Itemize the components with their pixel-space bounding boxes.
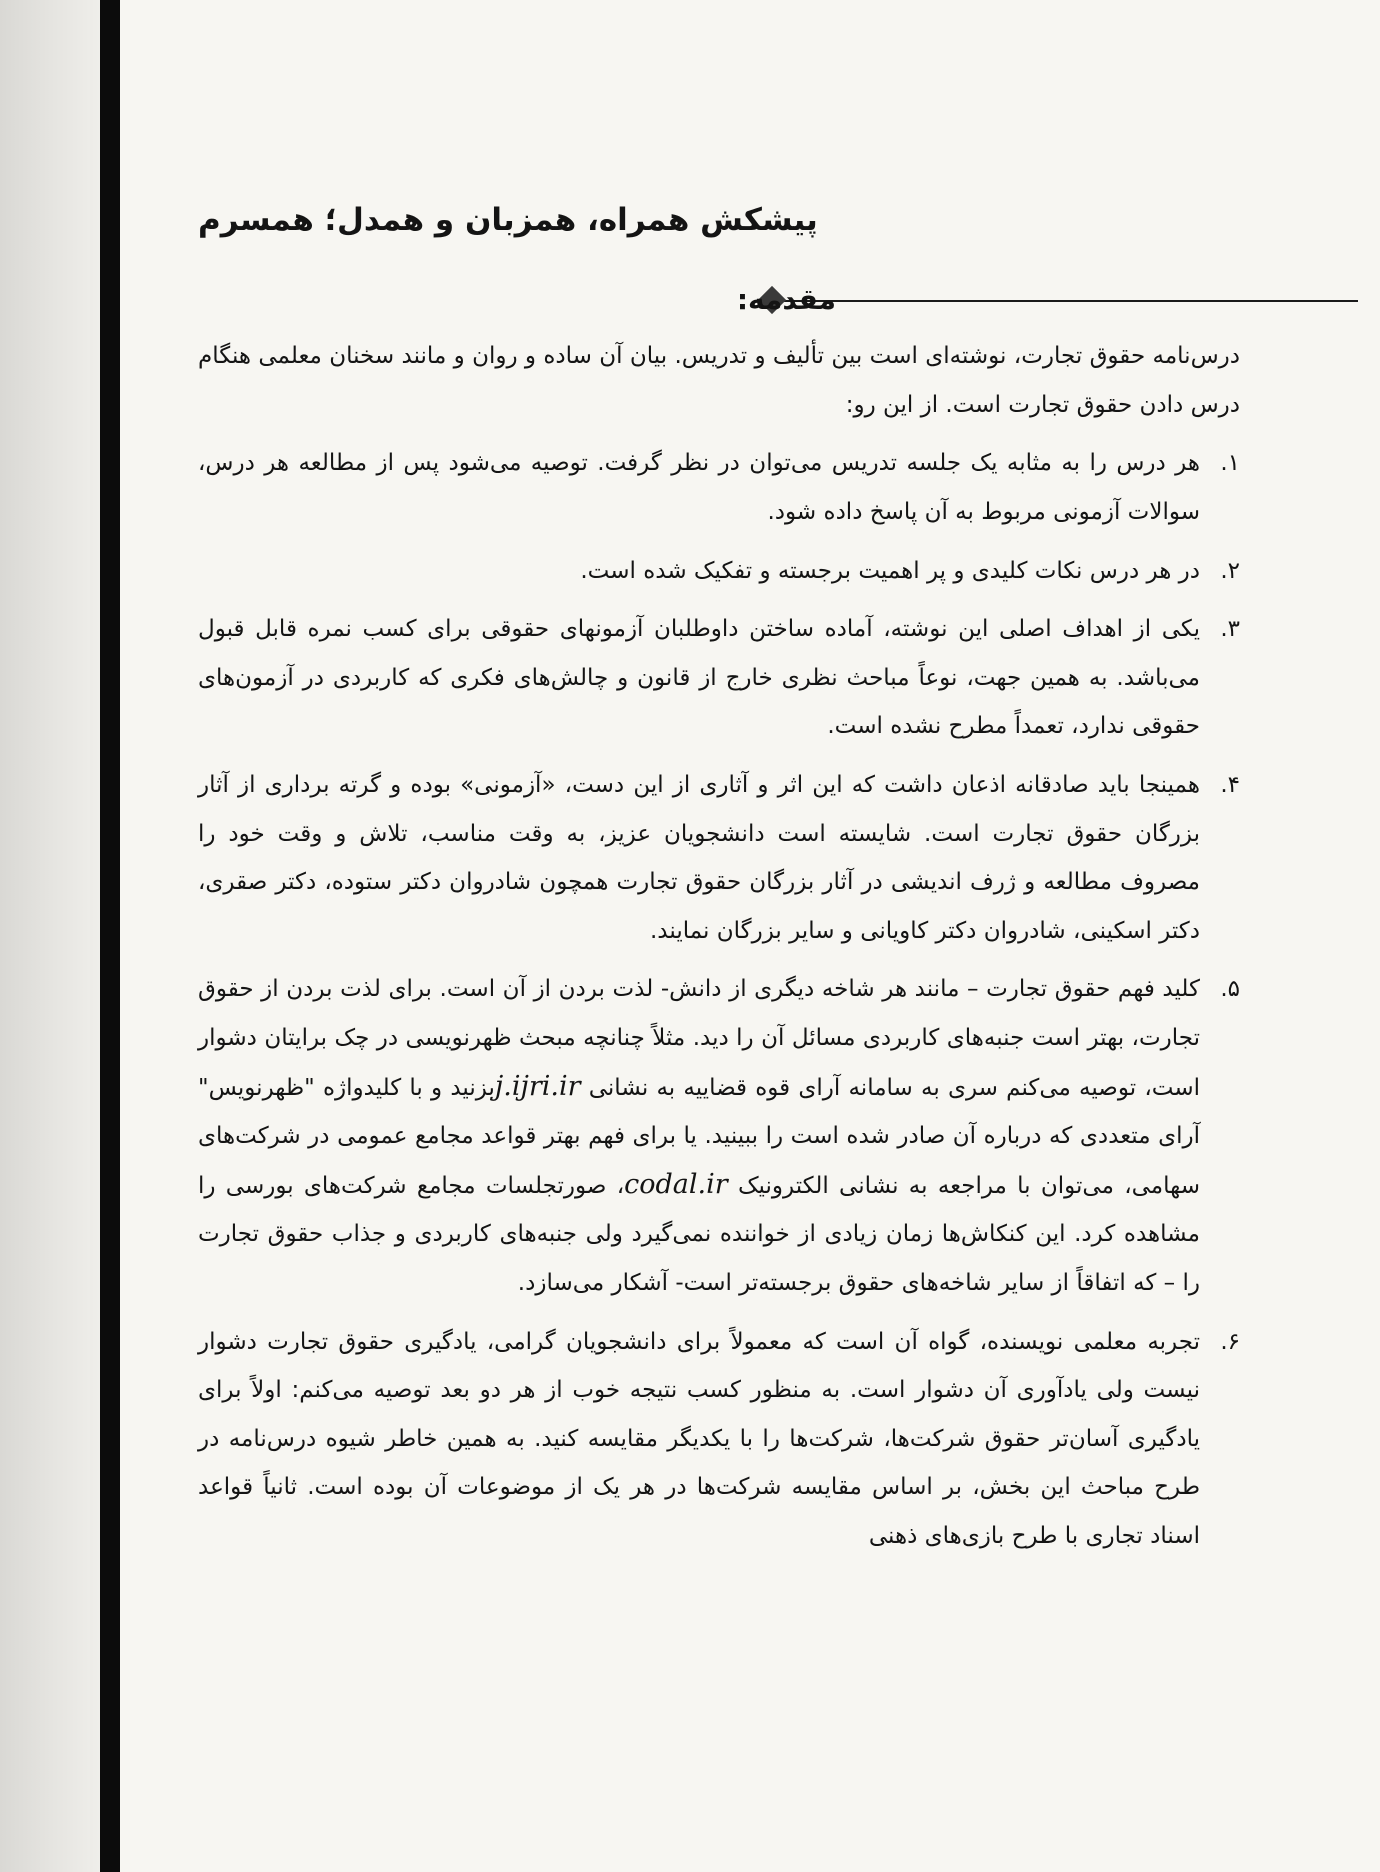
list-item-text: هر درس را به مثابه یک جلسه تدریس می‌توان در نظر گرفت. توصیه می‌شود پس از مطالعه هر درس، سوالات آزمونی مربوط به آن پاسخ داده شود. (198, 450, 1200, 526)
intro-paragraph: درس‌نامه حقوق تجارت، نوشته‌ای است بین تألیف و تدریس. بیان آن ساده و روان و مانند سخنان معلمی هنگام درس دادن حقوق تجارت است. از این رو: (198, 343, 1240, 418)
list-item-6 (198, 1318, 1240, 1561)
list-item-text: یکی از اهداف اصلی این نوشته، آماده ساختن داوطلبان آزمونهای حقوقی برای کسب نمره قابل قبول می‌باشد. به همین جهت، نوعاً مباحث نظری خارج از قانون و چالش‌های فکری که کاربردی در آزمون‌های حقوقی ندارد، تعمداً مطرح نشده است. (198, 616, 1200, 740)
ijri-url: j.ijri.ir (494, 1070, 581, 1102)
list-item-number: ۱. (1220, 450, 1240, 477)
intro-heading: مقدمه: (736, 283, 836, 317)
item-5-text-part-a: کلید فهم حقوق تجارت – مانند هر شاخه دیگری از دانش- لذت بردن از آن است. برای لذت بردن از حقوق تجارت، بهتر است جنبه‌های کاربردی مسائل آن را دید. مثلاً چنانچه مبحث ظهرنویسی در چک برایتان دشوار است، توصیه می‌کنم سری به سامانه آرای قوه قضاییه به نشانی (198, 976, 1201, 1101)
heading-rule (764, 300, 1358, 302)
intro-heading-row (198, 278, 1240, 322)
list-item-number: ۳. (1220, 616, 1240, 643)
dedication-line: پیشکش همراه، همزبان و همدل؛ همسرم (198, 202, 818, 238)
item-5-text-part-c: ، صورتجلسات مجامع شرکت‌های بورسی را مشاهده کرد. این کنکاش‌ها زمان زیادی از خواننده نمی‌گیرد ولی جنبه‌های کاربردی و جذاب حقوق تجارت را – که اتفاقاً از سایر شاخه‌های حقوق برجسته‌تر است- آشکار می‌سازد. (198, 1172, 1200, 1296)
list-item-text: همینجا باید صادقانه اذعان داشت که این اثر و آثاری از این دست، «آزمونی» بوده و گرته برداری از آثار بزرگان حقوق تجارت است. شایسته است دانشجویان عزیز، به وقت مناسب، تلاش و وقت خود را مصروف مطالعه و ژرف اندیشی در آثار بزرگان حقوق تجارت همچون شادروان دکتر ستوده، دکتر صقری، دکتر اسکینی، شادروان دکتر کاویانی و سایر بزرگان نمایند. (198, 772, 1200, 944)
list-item-text: در هر درس نکات کلیدی و پر اهمیت برجسته و تفکیک شده است. (580, 557, 1200, 584)
list-item-2 (198, 547, 1240, 596)
list-item-number: ۲. (1220, 557, 1240, 584)
list-item-text (198, 965, 1200, 1307)
codal-url: codal.ir (624, 1168, 728, 1200)
list-item-5 (198, 965, 1240, 1307)
list-item-3 (198, 605, 1240, 751)
book-binding-edge (100, 0, 120, 1872)
list-item-1 (198, 439, 1240, 536)
page-content (198, 200, 1240, 1571)
list-item-number: ۴. (1220, 772, 1240, 799)
book-gutter-shadow (0, 0, 100, 1872)
list-item-4 (198, 761, 1240, 955)
list-item-number: ۵. (1220, 976, 1240, 1003)
list-item-text: تجربه معلمی نویسنده، گواه آن است که معمولاً برای دانشجویان گرامی، یادگیری حقوق تجارت دشوار نیست ولی یادآوری آن دشوار است. به منظور کسب نتیجه خوب از هر دو بعد توصیه می‌کنم: اولاً برای یادگیری آسان‌تر حقوق شرکت‌ها، شرکت‌ها را با یکدیگر مقایسه کنید. به همین خاطر شیوه درس‌نامه در طرح مباحث این بخش، بر اساس مقایسه شرکت‌ها در هر یک از موضوعات آن بوده است. ثانیاً قواعد اسناد تجاری با طرح بازی‌های ذهنی (198, 1328, 1200, 1549)
list-item-number: ۶. (1220, 1328, 1240, 1355)
item-5-text-part-b: بزنید و با کلیدواژه "ظهرنویس" آرای متعددی که درباره آن صادر شده است را ببینید. یا برای فهم بهتر قواعد مجامع عمومی در شرکت‌های سهامی، می‌توان با مراجعه به نشانی الکترونیک (198, 1074, 1201, 1199)
